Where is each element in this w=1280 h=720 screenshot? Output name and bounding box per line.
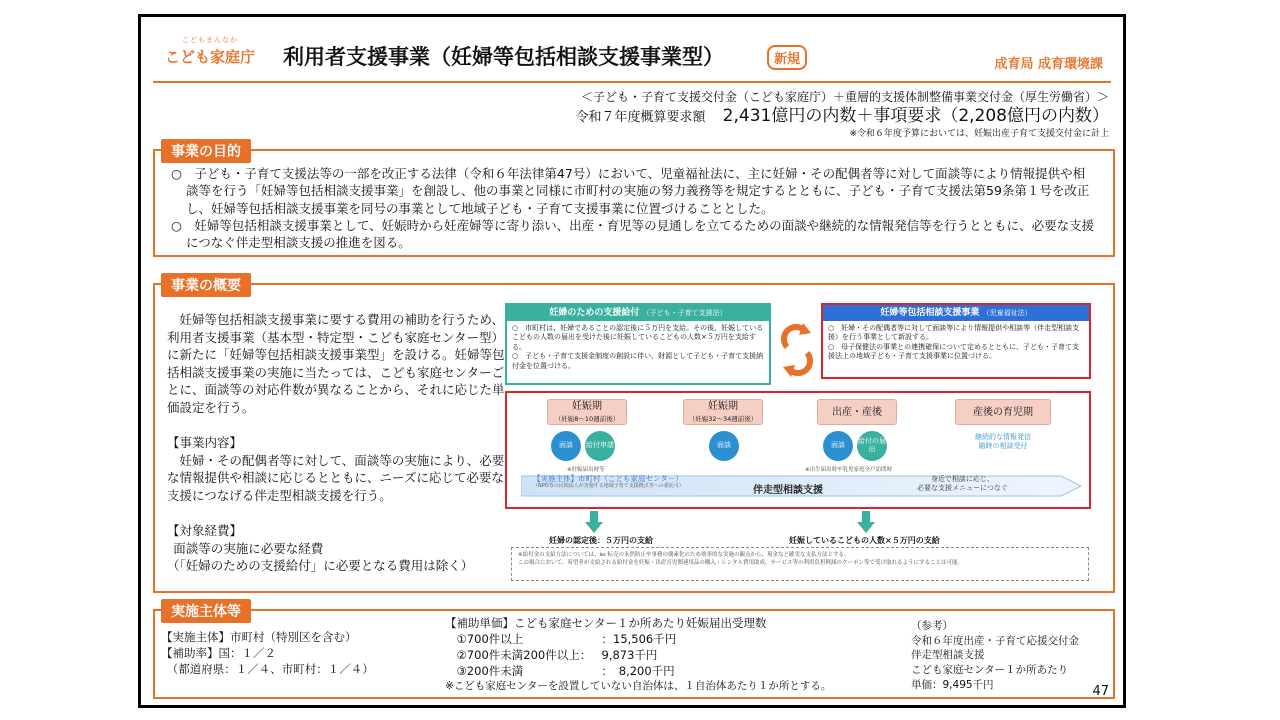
implementing-body-sub: （NPO等の民間法人が実施する地域子育て支援拠点等への委託可） [533, 482, 684, 489]
page-number: 47 [1092, 684, 1109, 699]
purpose-paragraph: ○ 子ども・子育て支援法等の一部を改正する法律（令和６年法律第47号）において、児童福祉法に、主に妊婦・その配偶者等に対して面談等により情報提供や相談等を行う「妊婦等包括相談支援事業」を創設し、他の事業と同様に市町村の実施の努力義務等を規定するとともに、子ども・子育て支援法第59条第１号を改正し、妊婦等包括相談支援事業を同号の事業として地域子ども・子育て支援事業に位置づけることとした。 [171, 166, 1090, 216]
budget-request-amount: 2,431億円の内数＋事項要求（2,208億円の内数） [722, 106, 1109, 127]
unit-value: ： 8,200千円 [601, 664, 675, 679]
purpose-text [171, 165, 1097, 251]
overview-intro: 妊婦等包括相談支援事業に要する費用の補助を行うため、利用者支援事業（基本型・特定型・こども家庭センター型）に新たに「妊婦等包括相談支援事業型」を設ける。妊婦等包括相談支援事業の実施に当たっては、こども家庭センターごとに、面談等の対応件数が異なることから、それに応じた単価設定を行う。 [167, 312, 505, 415]
unit-row [445, 647, 831, 663]
consultation-project-title-text: 妊婦等包括相談支援事業 [880, 308, 980, 318]
support-benefit-title [507, 305, 769, 321]
unit-heading: 【補助単価】こども家庭センター１か所あたり妊娠届出受理数 [445, 616, 767, 630]
cost-text: 面談等の実施に必要な経費 [173, 540, 324, 556]
reference-col [911, 619, 1079, 692]
benefit-footnote [511, 547, 1089, 581]
continuous-info-note: 継続的な情報発信 随時の相談受付 [975, 433, 1031, 451]
purpose-section [153, 149, 1115, 257]
overview-label: 事業の概要 [161, 273, 251, 297]
stage-name: 出産・産後 [832, 407, 882, 418]
logo-tagline: こどもまんなか [182, 36, 238, 44]
consultation-project-title [823, 305, 1089, 321]
consultation-project-box [821, 303, 1091, 379]
purpose-label: 事業の目的 [161, 139, 251, 163]
ref-line: （参考） [911, 620, 953, 632]
content-text: 妊婦・その配偶者等に対して、面談等の実施により、必要な情報提供や相談に応じるとともに、ニーズに応じて必要な支援につなげる伴走型相談支援を行う。 [167, 452, 505, 503]
consultation-project-item: ○ 妊婦・その配偶者等に対して面談等により情報提供や相談等（伴走型相談支援）を行う事業として新設する。 [828, 324, 1080, 342]
support-benefit-item: ○ 子ども・子育て支援金制度の創設に伴い、財源として子ども・子育て支援納付金を位置づける。 [512, 352, 764, 370]
stage-pregnancy-early [547, 399, 627, 425]
cost-heading: 【対象経費】 [167, 523, 243, 538]
support-benefit-title-text: 妊婦のための支援給付 [549, 308, 640, 318]
consultation-project-item: ○ 母子保健法の事業との連携確保について定めるとともに、子ども・子育て支援法上の地域子ども・子育て支援事業に位置づける。 [828, 342, 1079, 361]
benefit-apply-circle: 給付申請 [585, 431, 615, 461]
interview-circle: 面談 [709, 431, 739, 461]
down-arrow-icon [585, 511, 603, 533]
implementation-body-col [161, 629, 374, 677]
interview-circle: 面談 [551, 431, 581, 461]
page-title: 利用者支援事業（妊婦等包括相談支援事業型） [283, 45, 724, 69]
benefit-notice-circle: 給付の届出 [857, 431, 887, 461]
impl-line: 【実施主体】市町村（特別区を含む） [161, 630, 357, 644]
stage-timing: （妊娠8～10週前後） [554, 415, 620, 423]
impl-line: （都道府県：１／４、市町村：１／４） [161, 662, 374, 677]
timeline-box [505, 391, 1091, 509]
arrow-right-note: 身近で相談に応じ、 必要な支援メニューにつなぐ [917, 475, 1008, 493]
implementation-label: 実施主体等 [161, 599, 251, 623]
pregnancy-report-note: ※妊娠届出時等 [567, 467, 605, 473]
down-arrow-icon [857, 511, 875, 533]
ref-line: 単価：9,495千円 [911, 678, 994, 691]
footnote-line: ※給付金の支給方法については、às 転売の未然防止や事務の簡素化のため効率的な実施の観点から、現金など確実な支払方法とする。 [518, 552, 850, 558]
ref-line: こども家庭センター１か所あたり [911, 664, 1069, 677]
interview-circle: 面談 [823, 431, 853, 461]
implementing-body [533, 475, 684, 489]
stage-name: 妊娠期 [708, 401, 738, 412]
stage-timing: （妊娠32～34週前後） [688, 415, 758, 423]
impl-line: 【補助率】国：１／２ [161, 646, 276, 661]
budget-note: ※令和６年度予算においては、妊娠出産子育て支援交付金に計上 [849, 129, 1109, 140]
budget-request [576, 105, 1110, 128]
cost-exclusion: （「妊婦のための支援給付」に必要となる費用は除く） [167, 558, 474, 573]
budget-grant-source: ＜子ども・子育て支援交付金（こども家庭庁）＋重層的支援体制整備事業交付金（厚生労働省）＞ [580, 90, 1109, 104]
stage-childcare [955, 399, 1051, 425]
support-benefit-item: ○ 市町村は、妊婦であることの認定後に５万円を支給。その後、妊娠しているこどもの人数の届出を受けた後に妊娠しているこどもの人数×５万円を支給する。 [512, 324, 764, 351]
birth-report-note: ※出生届出時や乳児家庭全戸訪問時 [805, 467, 893, 473]
unit-value: ：15,506千円 [601, 632, 677, 647]
logo-text: こども家庭庁 [164, 48, 255, 66]
accompanying-support-label: 伴走型相談支援 [753, 485, 823, 496]
unit-row [445, 631, 831, 647]
scheme-diagram [505, 303, 1101, 585]
new-badge: 新規 [767, 45, 807, 70]
logo [155, 35, 265, 67]
overview-section [153, 283, 1115, 593]
overview-text [167, 311, 507, 575]
unit-note: ※こども家庭センターを設置していない自治体は、１自治体あたり１か所とする。 [445, 680, 832, 693]
unit-label: ①700件以上 [456, 632, 524, 647]
support-benefit-law: （子ども・子育て支援法） [642, 309, 727, 317]
slide [138, 14, 1126, 708]
support-benefit-box [505, 303, 771, 385]
stage-pregnancy-late [683, 399, 763, 425]
payment-first: 妊婦の認定後：５万円の支給 [549, 536, 653, 545]
unit-label: ③200件未満 [456, 664, 524, 679]
unit-label: ②700件未満200件以上： [456, 648, 592, 663]
unit-price-col [445, 615, 831, 694]
budget-request-label: 令和７年度概算要求額 [575, 110, 706, 126]
ref-line: 令和６年度出産・子育て応援交付金 [911, 634, 1079, 647]
unit-value: 9,873千円 [601, 648, 658, 663]
budget-info [576, 89, 1110, 140]
content-heading: 【事業内容】 [167, 435, 243, 450]
title-divider [153, 81, 1111, 83]
ref-line: 伴走型相談支援 [911, 649, 985, 662]
purpose-paragraph: ○ 妊婦等包括相談支援事業として、妊娠時から妊産婦等に寄り添い、出産・育児等の見通しを立てるための面談や継続的な情報発信等を行うとともに、必要な支援につなぐ伴走型相談支援の推進を図る。 [171, 217, 1095, 250]
stage-birth [817, 399, 897, 425]
cycle-arrows-icon [781, 321, 813, 379]
stage-name: 妊娠期 [572, 401, 602, 412]
unit-row [445, 663, 831, 679]
implementation-section [153, 609, 1115, 699]
stage-name: 産後の育児期 [973, 407, 1033, 418]
consultation-project-law: （児童福祉法） [982, 309, 1032, 317]
payment-second: 妊娠しているこどもの人数×５万円の支給 [789, 536, 940, 545]
implementing-body-text: 【実施主体】市町村（こども家庭センター） [533, 474, 683, 483]
bureau-name: 成育局 成育環境課 [994, 57, 1103, 72]
footnote-line: この場合において、希望者が支給される給付金を妊娠・出産育児関連用品の購入・レンタル費用助成、サービス等の利用負担軽減のクーポン等で受け取れるようにすることは可能。 [518, 560, 964, 567]
